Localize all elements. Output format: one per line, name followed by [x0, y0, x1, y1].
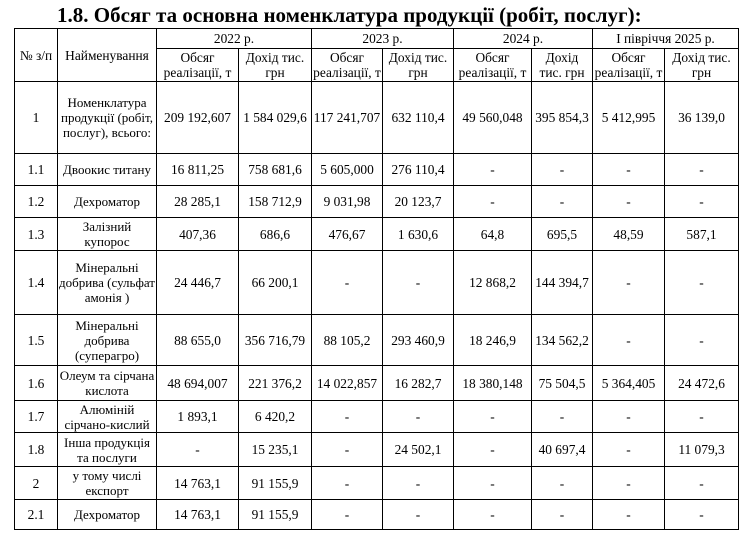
cell-num: 1.7: [15, 401, 58, 433]
cell-num: 1: [15, 82, 58, 154]
cell-name: Олеум та сірчана кислота: [58, 366, 157, 401]
cell-name: Мінеральні добрива (сульфат амонія ): [58, 251, 157, 315]
cell-v2022: 14 763,1: [157, 467, 239, 500]
cell-i2022: 221 376,2: [239, 366, 312, 401]
cell-v2024: -: [454, 154, 532, 186]
cell-i2025: -: [665, 500, 739, 530]
cell-i2022: 356 716,79: [239, 315, 312, 366]
cell-v2025: -: [593, 467, 665, 500]
cell-v2023: 88 105,2: [312, 315, 383, 366]
cell-v2024: -: [454, 401, 532, 433]
nomenclature-table: [14, 28, 739, 530]
cell-i2022: 686,6: [239, 218, 312, 251]
cell-v2025: 5 412,995: [593, 82, 665, 154]
cell-i2023: 16 282,7: [383, 366, 454, 401]
cell-v2022: 28 285,1: [157, 186, 239, 218]
header-income: Дохід тис. грн: [665, 49, 739, 82]
cell-i2025: -: [665, 154, 739, 186]
cell-i2023: -: [383, 251, 454, 315]
cell-i2024: 395 854,3: [532, 82, 593, 154]
cell-v2022: 407,36: [157, 218, 239, 251]
cell-name: Дехроматор: [58, 500, 157, 530]
cell-v2025: 5 364,405: [593, 366, 665, 401]
table-row: [15, 186, 739, 218]
header-num: № з/п: [15, 29, 58, 82]
cell-v2023: -: [312, 251, 383, 315]
cell-num: 1.2: [15, 186, 58, 218]
cell-i2022: 91 155,9: [239, 500, 312, 530]
cell-v2024: -: [454, 433, 532, 467]
cell-v2025: -: [593, 433, 665, 467]
cell-v2025: -: [593, 186, 665, 218]
header-volume: Обсяг реалізації, т: [157, 49, 239, 82]
cell-i2024: 134 562,2: [532, 315, 593, 366]
cell-v2022: 1 893,1: [157, 401, 239, 433]
table-row: [15, 500, 739, 530]
header-year-2023: 2023 р.: [312, 29, 454, 49]
cell-i2025: 24 472,6: [665, 366, 739, 401]
cell-i2024: -: [532, 154, 593, 186]
header-row-years: [15, 29, 739, 49]
cell-i2025: -: [665, 186, 739, 218]
table-row: [15, 433, 739, 467]
cell-v2025: -: [593, 251, 665, 315]
cell-v2024: 49 560,048: [454, 82, 532, 154]
cell-name: Інша продукція та послуги: [58, 433, 157, 467]
cell-v2025: -: [593, 315, 665, 366]
cell-i2024: 695,5: [532, 218, 593, 251]
cell-i2025: -: [665, 467, 739, 500]
header-volume: Обсяг реалізації, т: [593, 49, 665, 82]
cell-v2022: 14 763,1: [157, 500, 239, 530]
cell-i2025: -: [665, 401, 739, 433]
cell-i2025: -: [665, 251, 739, 315]
cell-v2025: -: [593, 401, 665, 433]
table-row: [15, 251, 739, 315]
cell-i2022: 91 155,9: [239, 467, 312, 500]
section-title: 1.8. Обсяг та основна номенклатура продукції (робіт, послуг):: [57, 3, 642, 27]
cell-v2023: 476,67: [312, 218, 383, 251]
cell-v2023: -: [312, 467, 383, 500]
header-income: Дохід тис. грн: [383, 49, 454, 82]
cell-v2024: 12 868,2: [454, 251, 532, 315]
cell-num: 2.1: [15, 500, 58, 530]
cell-name: Номенклатура продукції (робіт, послуг), всього:: [58, 82, 157, 154]
header-volume: Обсяг реалізації, т: [313, 50, 381, 80]
cell-num: 1.5: [15, 315, 58, 366]
table-row: [15, 82, 739, 154]
cell-v2023: -: [312, 500, 383, 530]
cell-v2022: 209 192,607: [157, 82, 239, 154]
header-year-2025h1: І півріччя 2025 р.: [593, 29, 739, 49]
cell-i2024: 144 394,7: [532, 251, 593, 315]
cell-i2024: 40 697,4: [532, 433, 593, 467]
cell-i2022: 1 584 029,6: [239, 82, 312, 154]
cell-i2024: -: [532, 467, 593, 500]
cell-i2024: -: [532, 500, 593, 530]
cell-num: 2: [15, 467, 58, 500]
cell-i2025: -: [665, 315, 739, 366]
header-name: Найменування: [58, 29, 157, 82]
cell-v2023: 14 022,857: [312, 366, 383, 401]
cell-v2024: 64,8: [454, 218, 532, 251]
cell-v2024: 18 246,9: [454, 315, 532, 366]
table-row: [15, 154, 739, 186]
cell-v2023: -: [312, 401, 383, 433]
cell-i2025: 11 079,3: [665, 433, 739, 467]
header-volume: Обсяг реалізації, т: [454, 49, 532, 82]
cell-name: Дехроматор: [58, 186, 157, 218]
cell-name: Двоокис титану: [58, 154, 157, 186]
cell-i2023: 632 110,4: [383, 82, 454, 154]
cell-i2022: 6 420,2: [239, 401, 312, 433]
cell-i2023: 24 502,1: [383, 433, 454, 467]
cell-v2023: 5 605,000: [312, 154, 383, 186]
cell-i2023: -: [383, 401, 454, 433]
cell-i2022: 158 712,9: [239, 186, 312, 218]
cell-i2022: 758 681,6: [239, 154, 312, 186]
table-row: [15, 401, 739, 433]
cell-i2022: 66 200,1: [239, 251, 312, 315]
header-year-2022: 2022 р.: [157, 29, 312, 49]
cell-v2022: 48 694,007: [157, 366, 239, 401]
cell-i2023: 20 123,7: [383, 186, 454, 218]
cell-i2023: -: [383, 500, 454, 530]
cell-num: 1.1: [15, 154, 58, 186]
cell-i2023: 293 460,9: [383, 315, 454, 366]
cell-name: у тому числі експорт: [58, 467, 157, 500]
cell-v2025: -: [593, 154, 665, 186]
table-row: [15, 467, 739, 500]
cell-v2023: -: [312, 433, 383, 467]
cell-v2025: 48,59: [593, 218, 665, 251]
cell-v2023: 9 031,98: [312, 186, 383, 218]
cell-v2022: 16 811,25: [157, 154, 239, 186]
table-row: [15, 366, 739, 401]
cell-v2024: 18 380,148: [454, 366, 532, 401]
cell-v2024: -: [454, 186, 532, 218]
cell-v2022: 88 655,0: [157, 315, 239, 366]
header-income: Дохід тис. грн: [239, 49, 312, 82]
header-income: Дохід тис. грн: [532, 49, 593, 82]
cell-v2025: -: [593, 500, 665, 530]
cell-v2023: 117 241,707: [312, 82, 383, 154]
cell-i2024: -: [532, 401, 593, 433]
cell-v2024: -: [454, 500, 532, 530]
cell-i2024: -: [532, 186, 593, 218]
cell-v2024: -: [454, 467, 532, 500]
cell-v2022: 24 446,7: [157, 251, 239, 315]
cell-i2022: 15 235,1: [239, 433, 312, 467]
header-year-2024: 2024 р.: [454, 29, 593, 49]
cell-num: 1.3: [15, 218, 58, 251]
cell-num: 1.6: [15, 366, 58, 401]
cell-num: 1.4: [15, 251, 58, 315]
cell-i2023: -: [383, 467, 454, 500]
cell-name: Залізний купорос: [58, 218, 157, 251]
cell-name: Алюміній сірчано-кислий: [58, 401, 157, 433]
cell-name: Мінеральні добрива (суперагро): [58, 315, 157, 366]
cell-i2023: 276 110,4: [383, 154, 454, 186]
cell-i2023: 1 630,6: [383, 218, 454, 251]
table-row: [15, 218, 739, 251]
cell-i2025: 587,1: [665, 218, 739, 251]
table-row: [15, 315, 739, 366]
cell-v2022: -: [157, 433, 239, 467]
cell-i2024: 75 504,5: [532, 366, 593, 401]
cell-num: 1.8: [15, 433, 58, 467]
cell-i2025: 36 139,0: [665, 82, 739, 154]
